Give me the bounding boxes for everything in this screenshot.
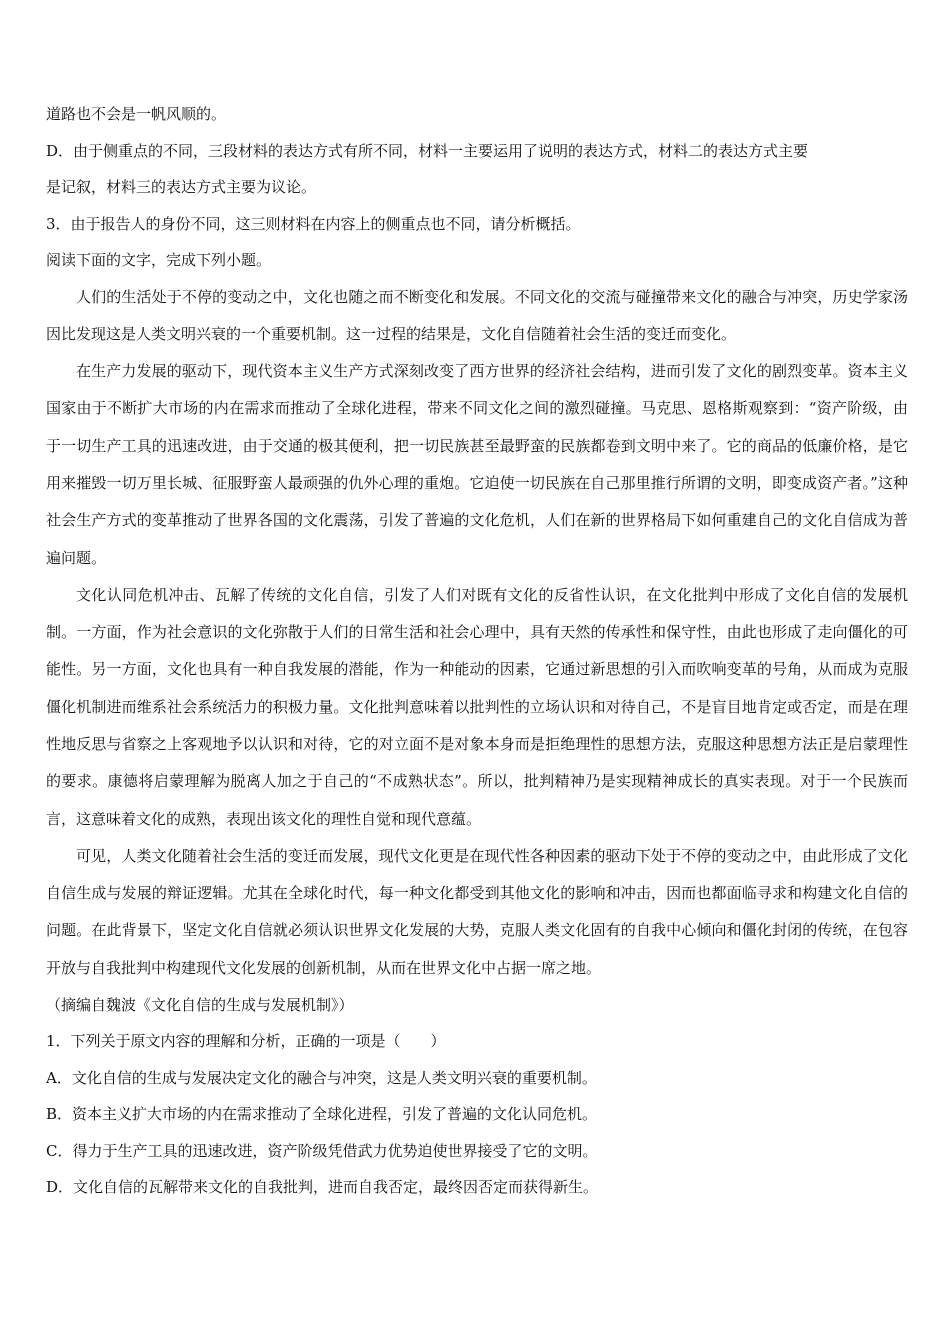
passage-paragraph-2: 在生产力发展的驱动下，现代资本主义生产方式深刻改变了西方世界的经济社会结构，进而引发了文化的剧烈变革。资本主义国家由于不断扩大市场的内在需求而推动了全球化进程，带来不同文化之间的激烈碰撞。马克思、恩格斯观察到：“资产阶级，由于一切生产工具的迅速改进，由于交通的极其便利，把一切民族甚至最野蛮的民族都卷到文明中来了。它的商品的低廉价格，是它用来摧毁一切万里长城、征服野蛮人最顽强的仇外心理的重炮。它迫使一切民族在自己那里推行所谓的文明，即变成资产者。”这种社会生产方式的变革推动了世界各国的文化震荡，引发了普遍的文化危机，人们在新的世界格局下如何重建自己的文化自信成为普遍问题。 [46, 362, 908, 567]
option-d-continuation: 是记叙，材料三的表达方式主要为议论。 [46, 178, 317, 196]
text-line: 道路也不会是一帆风顺的。 [46, 105, 227, 123]
option-c: C．得力于生产工具的迅速改进，资产阶级凭借武力优势迫使世界接受了它的文明。 [46, 1141, 598, 1160]
option-a: A．文化自信的生成与发展决定文化的融合与冲突，这是人类文明兴衰的重要机制。 [46, 1068, 597, 1087]
source-note: （摘编自魏波《文化自信的生成与发展机制》） [46, 995, 354, 1014]
option-d: D．文化自信的瓦解带来文化的自我批判，进而自我否定，最终因否定而获得新生。 [46, 1178, 599, 1197]
reading-instruction: 阅读下面的文字，完成下列小题。 [46, 251, 272, 269]
question-3: 3．由于报告人的身份不同，这三则材料在内容上的侧重点也不同，请分析概括。 [46, 214, 581, 233]
question-block [46, 1023, 908, 1206]
reading-passage [46, 279, 908, 987]
document-page [46, 96, 908, 1206]
preceding-question-block [46, 96, 908, 279]
passage-paragraph-4: 可见，人类文化随着社会生活的变迁而发展，现代文化更是在现代性各种因素的驱动下处于不停的变动之中，由此形成了文化自信生成与发展的辩证逻辑。尤其在全球化时代，每一种文化都受到其他文化的影响和冲击，因而也都面临寻求和构建文化自信的问题。在此背景下，坚定文化自信就必须认识世界文化发展的大势，克服人类文化固有的自我中心倾向和僵化封闭的传统，在包容开放与自我批判中构建现代文化发展的创新机制，从而在世界文化中占据一席之地。 [46, 846, 908, 977]
question-stem: 1．下列关于原文内容的理解和分析，正确的一项是（ ） [46, 1032, 446, 1051]
option-b: B．资本主义扩大市场的内在需求推动了全球化进程，引发了普遍的文化认同危机。 [46, 1105, 598, 1124]
passage-paragraph-1: 人们的生活处于不停的变动之中，文化也随之而不断变化和发展。不同文化的交流与碰撞带来文化的融合与冲突，历史学家汤因比发现这是人类文明兴衰的一个重要机制。这一过程的结果是，文化自信随着社会生活的变迁而变化。 [46, 287, 908, 343]
option-d-line: D．由于侧重点的不同，三段材料的表达方式有所不同，材料一主要运用了说明的表达方式，材料二的表达方式主要 [46, 141, 809, 160]
passage-paragraph-3: 文化认同危机冲击、瓦解了传统的文化自信，引发了人们对既有文化的反省性认识，在文化批判中形成了文化自信的发展机制。一方面，作为社会意识的文化弥散于人们的日常生活和社会心理中，具有天然的传承性和保守性，由此也形成了走向僵化的可能性。另一方面，文化也具有一种自我发展的潜能，作为一种能动的因素，它通过新思想的引入而吹响变革的号角，从而成为克服僵化机制进而维系社会系统活力的积极力量。文化批判意味着以批判性的立场认识和对待自己，不是盲目地肯定或否定，而是在理性地反思与省察之上客观地予以认识和对待，它的对立面不是对象本身而是拒绝理性的思想方法，克服这种思想方法正是启蒙理性的要求。康德将启蒙理解为脱离人加之于自己的“不成熟状态”。所以，批判精神乃是实现精神成长的真实表现。对于一个民族而言，这意味着文化的成熟，表现出该文化的理性自觉和现代意蕴。 [46, 585, 908, 828]
